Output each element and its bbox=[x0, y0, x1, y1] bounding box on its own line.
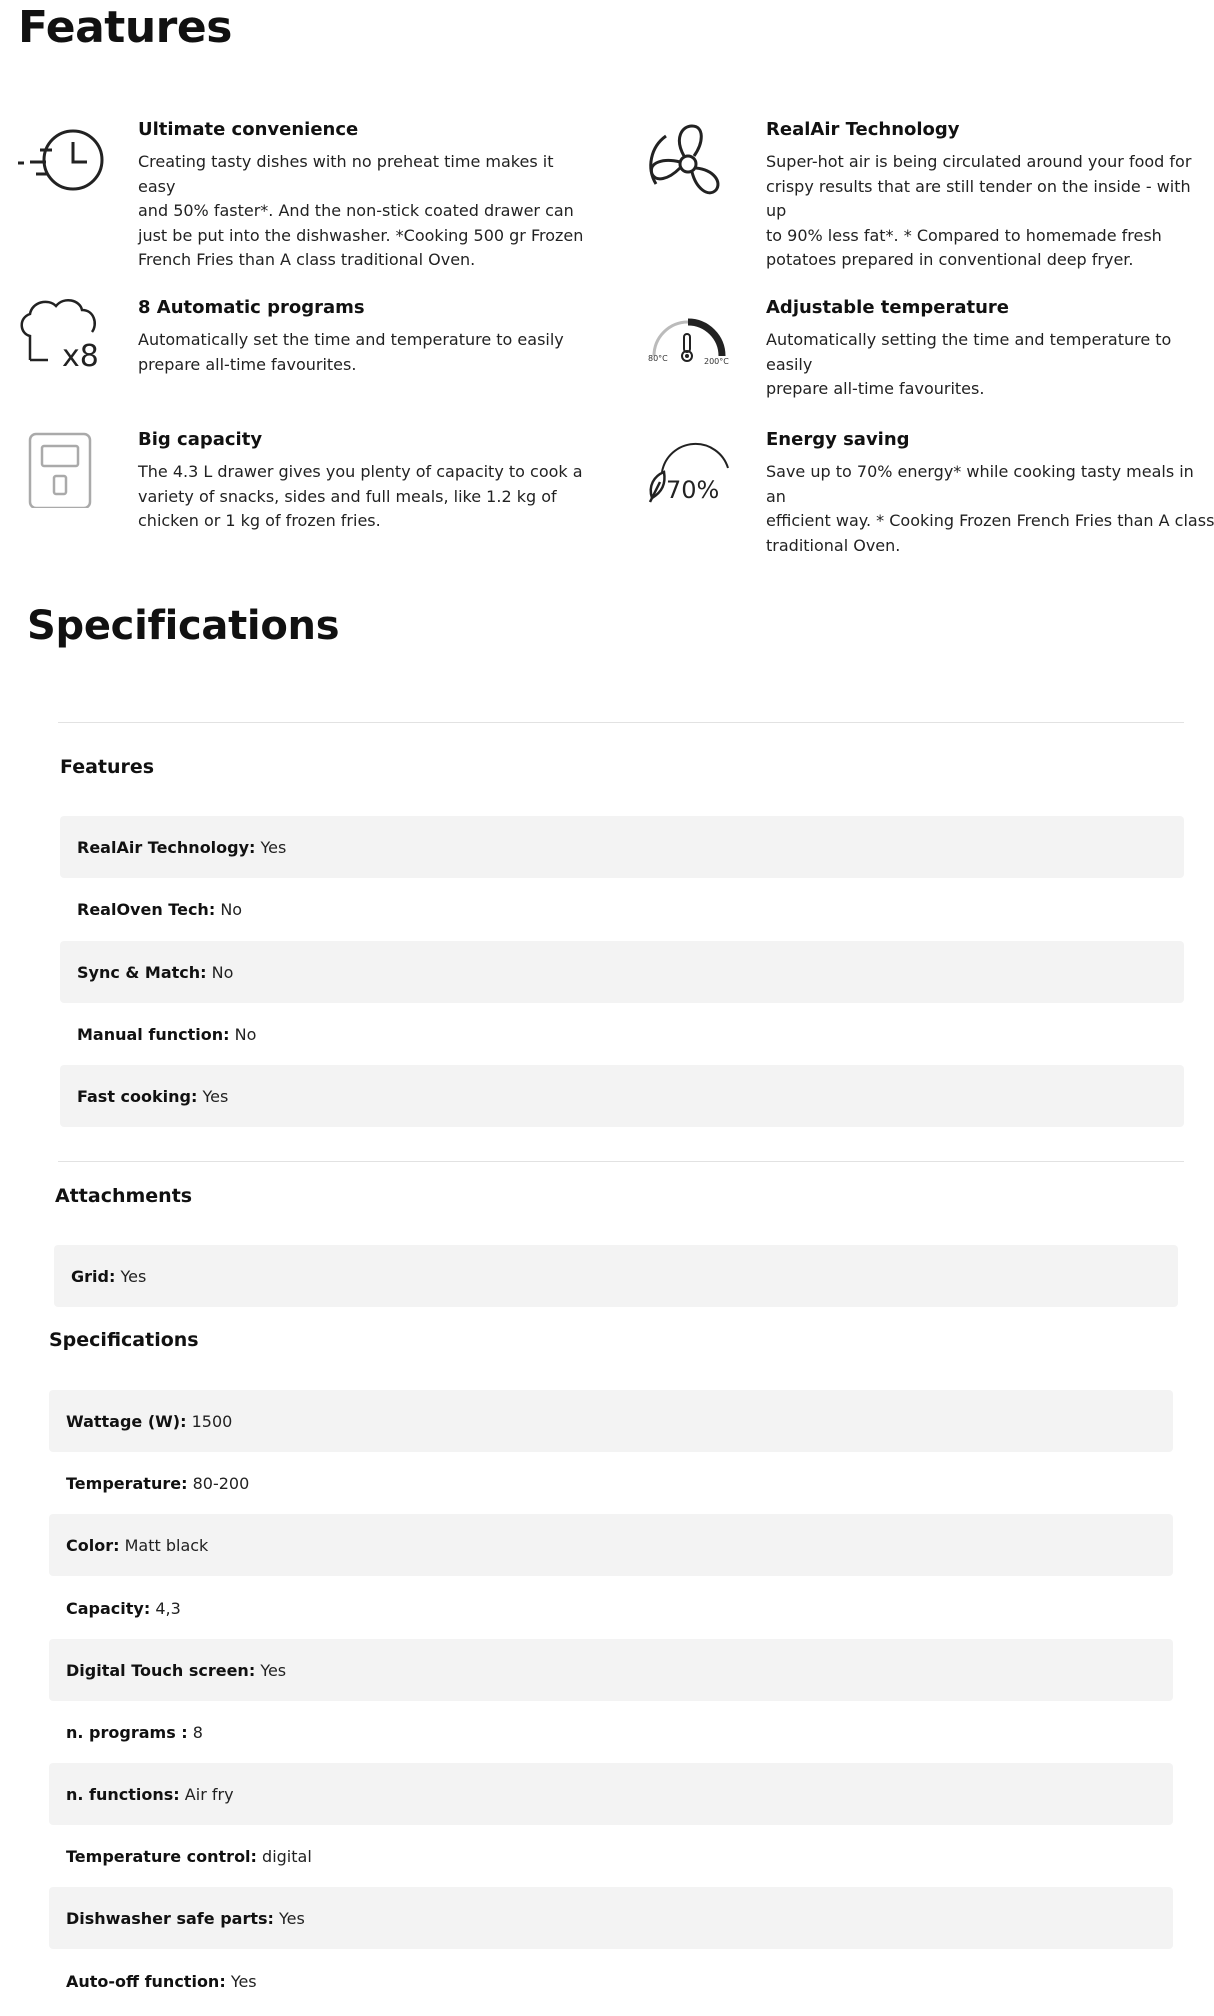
spec-row: Wattage (W): 1500 bbox=[49, 1390, 1173, 1452]
timer-speed-icon bbox=[18, 118, 108, 198]
spec-group-title: Specifications bbox=[49, 1329, 199, 1351]
feature-description: Automatically setting the time and temperature to easily prepare all-time favourites. bbox=[766, 330, 1172, 398]
spec-row: RealOven Tech: No bbox=[77, 899, 243, 919]
spec-row: Color: Matt black bbox=[49, 1514, 1173, 1576]
spec-row: n. programs : 8 bbox=[66, 1722, 203, 1742]
feature-title: 8 Automatic programs bbox=[138, 297, 365, 318]
feature-description: Save up to 70% energy* while cooking tasty meals in an efficient way. * Cooking Frozen French Fries than A class traditional Oven. bbox=[766, 462, 1214, 555]
feature-title: Adjustable temperature bbox=[766, 297, 1009, 318]
feature-title: Ultimate convenience bbox=[138, 119, 359, 140]
spec-row: Auto-off function: Yes bbox=[66, 1971, 257, 1991]
spec-row: Temperature control: digital bbox=[66, 1846, 312, 1866]
feature-description: Automatically set the time and temperature to easily prepare all-time favourites. bbox=[138, 330, 564, 374]
spec-row: Digital Touch screen: Yes bbox=[49, 1639, 1173, 1701]
feature-description: Creating tasty dishes with no preheat time makes it easy and 50% faster*. And the non-stick coated drawer can just be put into the dishwasher. *Cooking 500 gr Frozen French Fries than A class traditional Oven. bbox=[138, 152, 584, 269]
spec-row: n. functions: Air fry bbox=[49, 1763, 1173, 1825]
svg-text:200°C: 200°C bbox=[704, 357, 729, 366]
features-heading: Features bbox=[18, 2, 232, 53]
spec-row: Fast cooking: Yes bbox=[60, 1065, 1184, 1127]
temperature-gauge-icon bbox=[646, 296, 736, 376]
spec-group-title: Features bbox=[60, 756, 155, 778]
spec-row: RealAir Technology: Yes bbox=[60, 816, 1184, 878]
spec-row: Manual function: No bbox=[77, 1024, 257, 1044]
spec-group-title: Attachments bbox=[55, 1185, 193, 1207]
spec-row: Capacity: 4,3 bbox=[66, 1598, 181, 1618]
spec-row: Dishwasher safe parts: Yes bbox=[49, 1887, 1173, 1949]
svg-text:x8: x8 bbox=[62, 339, 99, 374]
svg-text:70%: 70% bbox=[666, 476, 720, 504]
energy-leaf-icon bbox=[646, 428, 736, 508]
feature-title: RealAir Technology bbox=[766, 119, 960, 140]
divider bbox=[58, 722, 1184, 723]
air-fryer-icon bbox=[18, 428, 108, 508]
specifications-heading: Specifications bbox=[27, 603, 340, 649]
feature-description: The 4.3 L drawer gives you plenty of capacity to cook a variety of snacks, sides and full meals, like 1.2 kg of chicken or 1 kg of frozen fries. bbox=[138, 462, 583, 530]
svg-text:80°C: 80°C bbox=[648, 354, 668, 363]
feature-title: Energy saving bbox=[766, 429, 910, 450]
feature-title: Big capacity bbox=[138, 429, 263, 450]
chef-hat-x8-icon bbox=[18, 296, 108, 376]
spec-row: Temperature: 80-200 bbox=[66, 1473, 250, 1493]
feature-description: Super-hot air is being circulated around your food for crispy results that are still tender on the inside - with up to 90% less fat*. * Compared to homemade fresh potatoes prepared in conventional deep fryer. bbox=[766, 152, 1192, 269]
spec-row: Grid: Yes bbox=[54, 1245, 1178, 1307]
divider bbox=[58, 1161, 1184, 1162]
fan-icon bbox=[646, 118, 736, 198]
spec-row: Sync & Match: No bbox=[60, 941, 1184, 1003]
